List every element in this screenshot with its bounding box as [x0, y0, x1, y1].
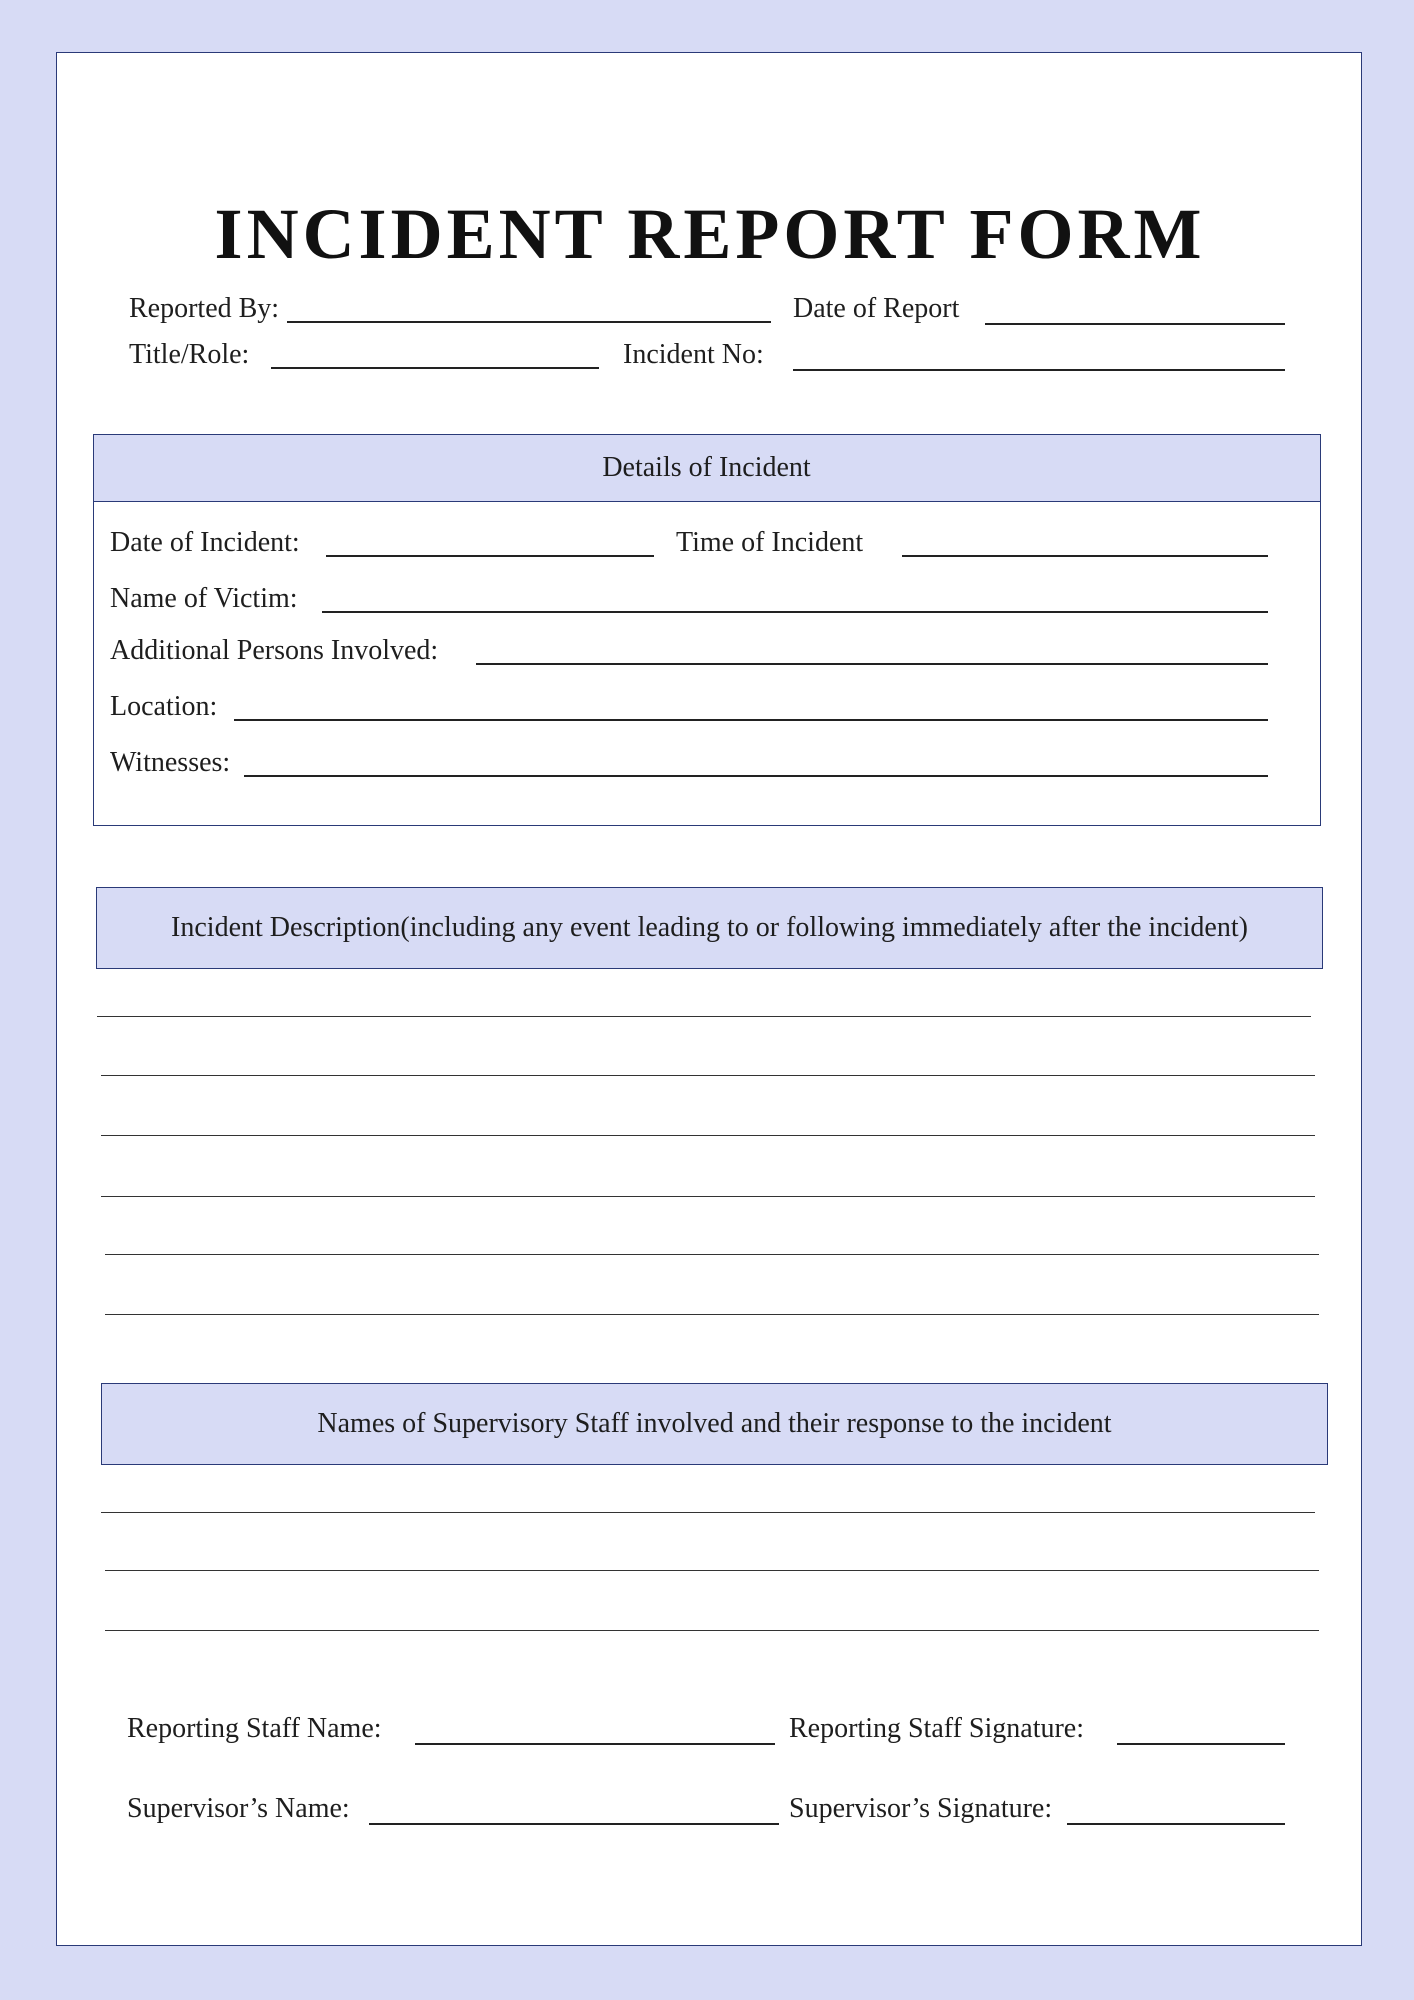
- incident-no-field[interactable]: [793, 369, 1285, 371]
- time-of-incident-label: Time of Incident: [676, 527, 864, 558]
- form-page: [56, 52, 1362, 1946]
- form-title: INCIDENT REPORT FORM: [214, 194, 1206, 274]
- supervisor-signature-label: Supervisor’s Signature:: [789, 1793, 1053, 1824]
- time-of-incident-field[interactable]: [902, 555, 1268, 557]
- supervisory-line-2[interactable]: [105, 1570, 1319, 1571]
- reported-by-label: Reported By:: [129, 293, 280, 324]
- description-line-3[interactable]: [101, 1135, 1315, 1136]
- additional-persons-field[interactable]: [476, 663, 1268, 665]
- supervisor-name-field[interactable]: [369, 1823, 779, 1825]
- reporting-staff-signature-label: Reporting Staff Signature:: [789, 1713, 1084, 1744]
- supervisory-line-1[interactable]: [101, 1512, 1315, 1513]
- incident-no-label: Incident No:: [623, 339, 764, 370]
- witnesses-field[interactable]: [244, 775, 1268, 777]
- supervisor-name-label: Supervisor’s Name:: [127, 1793, 350, 1824]
- description-line-5[interactable]: [105, 1254, 1319, 1255]
- description-line-4[interactable]: [101, 1196, 1315, 1197]
- date-of-report-field[interactable]: [985, 323, 1285, 325]
- title-role-field[interactable]: [271, 367, 599, 369]
- supervisory-line-3[interactable]: [105, 1630, 1319, 1631]
- supervisory-staff-heading: Names of Supervisory Staff involved and their response to the incident: [101, 1383, 1328, 1465]
- description-line-1[interactable]: [97, 1016, 1311, 1017]
- name-of-victim-field[interactable]: [322, 611, 1268, 613]
- additional-persons-label: Additional Persons Involved:: [110, 635, 439, 666]
- location-field[interactable]: [234, 719, 1268, 721]
- date-of-report-label: Date of Report: [793, 293, 960, 324]
- reporting-staff-name-field[interactable]: [415, 1743, 775, 1745]
- title-role-label: Title/Role:: [129, 339, 250, 370]
- description-line-6[interactable]: [105, 1314, 1319, 1315]
- description-line-2[interactable]: [101, 1075, 1315, 1076]
- reported-by-field[interactable]: [287, 321, 771, 323]
- reporting-staff-signature-field[interactable]: [1117, 1743, 1285, 1745]
- date-of-incident-field[interactable]: [326, 555, 654, 557]
- name-of-victim-label: Name of Victim:: [110, 583, 298, 614]
- incident-description-heading: Incident Description(including any event leading to or following immediately after the incident): [96, 887, 1323, 969]
- details-section: [93, 434, 1321, 826]
- date-of-incident-label: Date of Incident:: [110, 527, 300, 558]
- witnesses-label: Witnesses:: [110, 747, 231, 778]
- reporting-staff-name-label: Reporting Staff Name:: [127, 1713, 382, 1744]
- details-heading: Details of Incident: [93, 434, 1321, 502]
- location-label: Location:: [110, 691, 218, 722]
- supervisor-signature-field[interactable]: [1067, 1823, 1285, 1825]
